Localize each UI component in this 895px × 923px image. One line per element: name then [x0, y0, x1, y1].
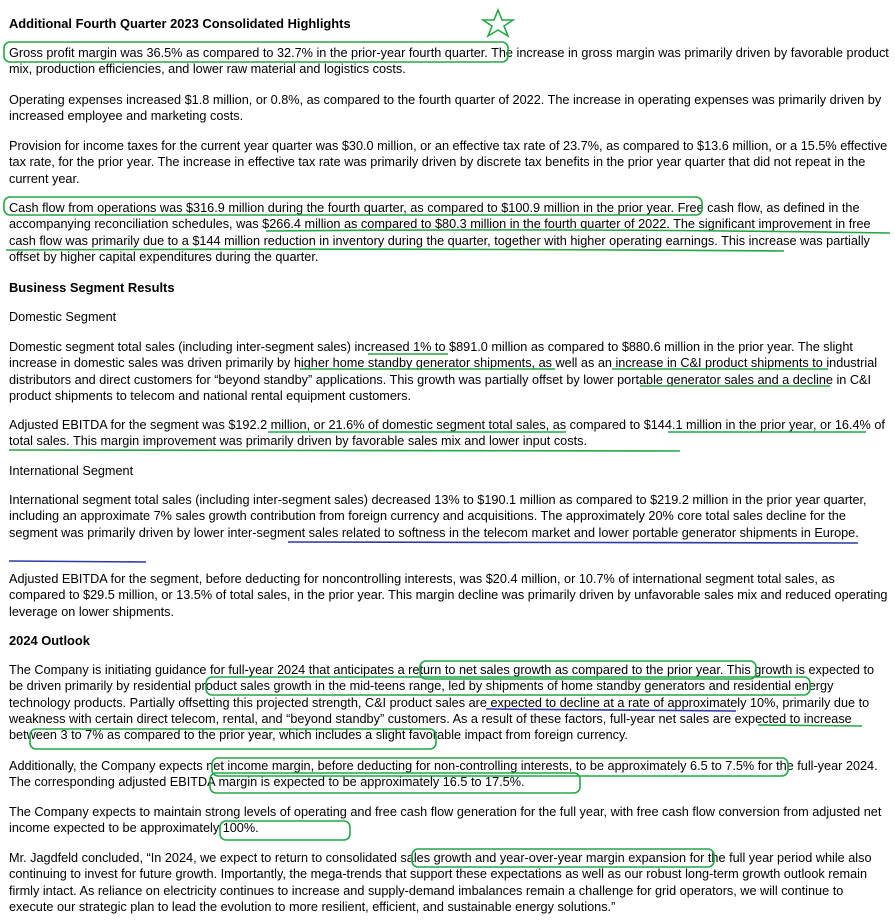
paragraph-domestic-ebitda: Adjusted EBITDA for the segment was $192.2 million, or 21.6% of domestic segment total sales, as compared to $144.1 million in the prior year, or 16.4% of total sales. This margin improvement was primarily driven by favorable sales mix and lower input costs.	[9, 418, 885, 449]
subheading-domestic-segment: Domestic Segment	[9, 310, 117, 324]
heading-q4-highlights: Additional Fourth Quarter 2023 Consolidated Highlights	[9, 16, 351, 31]
paragraph-international-sales: International segment total sales (including inter-segment sales) decreased 13% to $190.1 million as compared to $219.2 million in the prior year quarter, including an approximate 7% sales growth contribution from foreign currency and acquisitions. The approximately 20% core total sales decline for the segment was primarily driven by lower inter-segment sales related to softness in the telecom market and lower portable generator shipments in Europe.	[9, 493, 867, 540]
paragraph-guidance: The Company is initiating guidance for full-year 2024 that anticipates a return to net sales growth as compared to the prior year. This growth is expected to be driven primarily by residential product sales growth in the mid-teens range, led by shipments of home standby generators and residential energy technology products. Partially offsetting this projected strength, C&I product sales are expected to decline at a rate of approximately 10%, primarily due to weakness with certain direct telecom, rental, and “beyond standby” customers. As a result of these factors, full-year net sales are expected to increase between 3 to 7% as compared to the prior year, which includes a slight favorable impact from foreign currency.	[9, 663, 875, 743]
paragraph-cash-conversion: The Company expects to maintain strong levels of operating and free cash flow generation for the full year, with free cash flow conversion from adjusted net income expected to be approximately 100%.	[9, 805, 882, 836]
paragraph-domestic-sales: Domestic segment total sales (including inter-segment sales) increased 1% to $891.0 million as compared to $880.6 million in the prior year. The slight increase in domestic sales was driven primarily by higher home standby generator shipments, as well as an increase in C&I product shipments to industrial distributors and direct customers for “beyond standby” applications. This growth was partially offset by lower portable generator sales and a decline in C&I product shipments to telecom and national rental equipment customers.	[9, 340, 878, 403]
subheading-international-segment: International Segment	[9, 464, 134, 478]
paragraph-operating-expenses: Operating expenses increased $1.8 million, or 0.8%, as compared to the fourth quarter of 2022. The increase in operating expenses was primarily driven by increased employee and marketing costs.	[9, 93, 882, 124]
heading-2024-outlook: 2024 Outlook	[9, 633, 90, 648]
paragraph-margin-outlook: Additionally, the Company expects net income margin, before deducting for non-controlling interests, to be approximately 6.5 to 7.5% for the full-year 2024. The corresponding adjusted EBITDA margin is expected to be approximately 16.5 to 17.5%.	[9, 759, 878, 790]
paragraph-international-ebitda: Adjusted EBITDA for the segment, before deducting for noncontrolling interests, was $20.4 million, or 10.7% of international segment total sales, as compared to $29.5 million, or 13.5% of total sales, in the prior year. This margin decline was primarily driven by unfavorable sales mix and reduced operating leverage on lower shipments.	[9, 572, 888, 619]
heading-business-segment-results: Business Segment Results	[9, 280, 175, 295]
paragraph-gross-margin: Gross profit margin was 36.5% as compared to 32.7% in the prior-year fourth quarter. The increase in gross margin was primarily driven by favorable product mix, production efficiencies, and lower raw material and logistics costs.	[9, 46, 889, 77]
paragraph-cash-flow: Cash flow from operations was $316.9 million during the fourth quarter, as compared to $100.9 million in the prior year. Free cash flow, as defined in the accompanying reconciliation schedules, was $266.4 million as compared to $80.3 million in the fourth quarter of 2022. The significant improvement in free cash flow was primarily due to a $144 million reduction in inventory during the quarter, together with higher operating earnings. This increase was partially offset by higher capital expenditures during the quarter.	[9, 201, 871, 264]
paragraph-ceo-quote: Mr. Jagdfeld concluded, “In 2024, we expect to return to consolidated sales growth and year-over-year margin expansion for the full year period while also continuing to invest for future growth. Importantly, the mega-trends that support these expectations as well as our robust long-term growth outlook remain firmly intact. As reliance on electricity continues to increase and supply-demand imbalances remain a challenge for grid operators, we will continue to execute our strategic plan to lead the evolution to more resilient, efficient, and sustainable energy solutions.”	[9, 851, 872, 914]
paragraph-income-taxes: Provision for income taxes for the current year quarter was $30.0 million, or an effective tax rate of 23.7%, as compared to $13.6 million, or a 15.5% effective tax rate, for the prior year. The increase in effective tax rate was primarily driven by discrete tax benefits in the prior year quarter that did not repeat in the current year.	[9, 139, 888, 186]
